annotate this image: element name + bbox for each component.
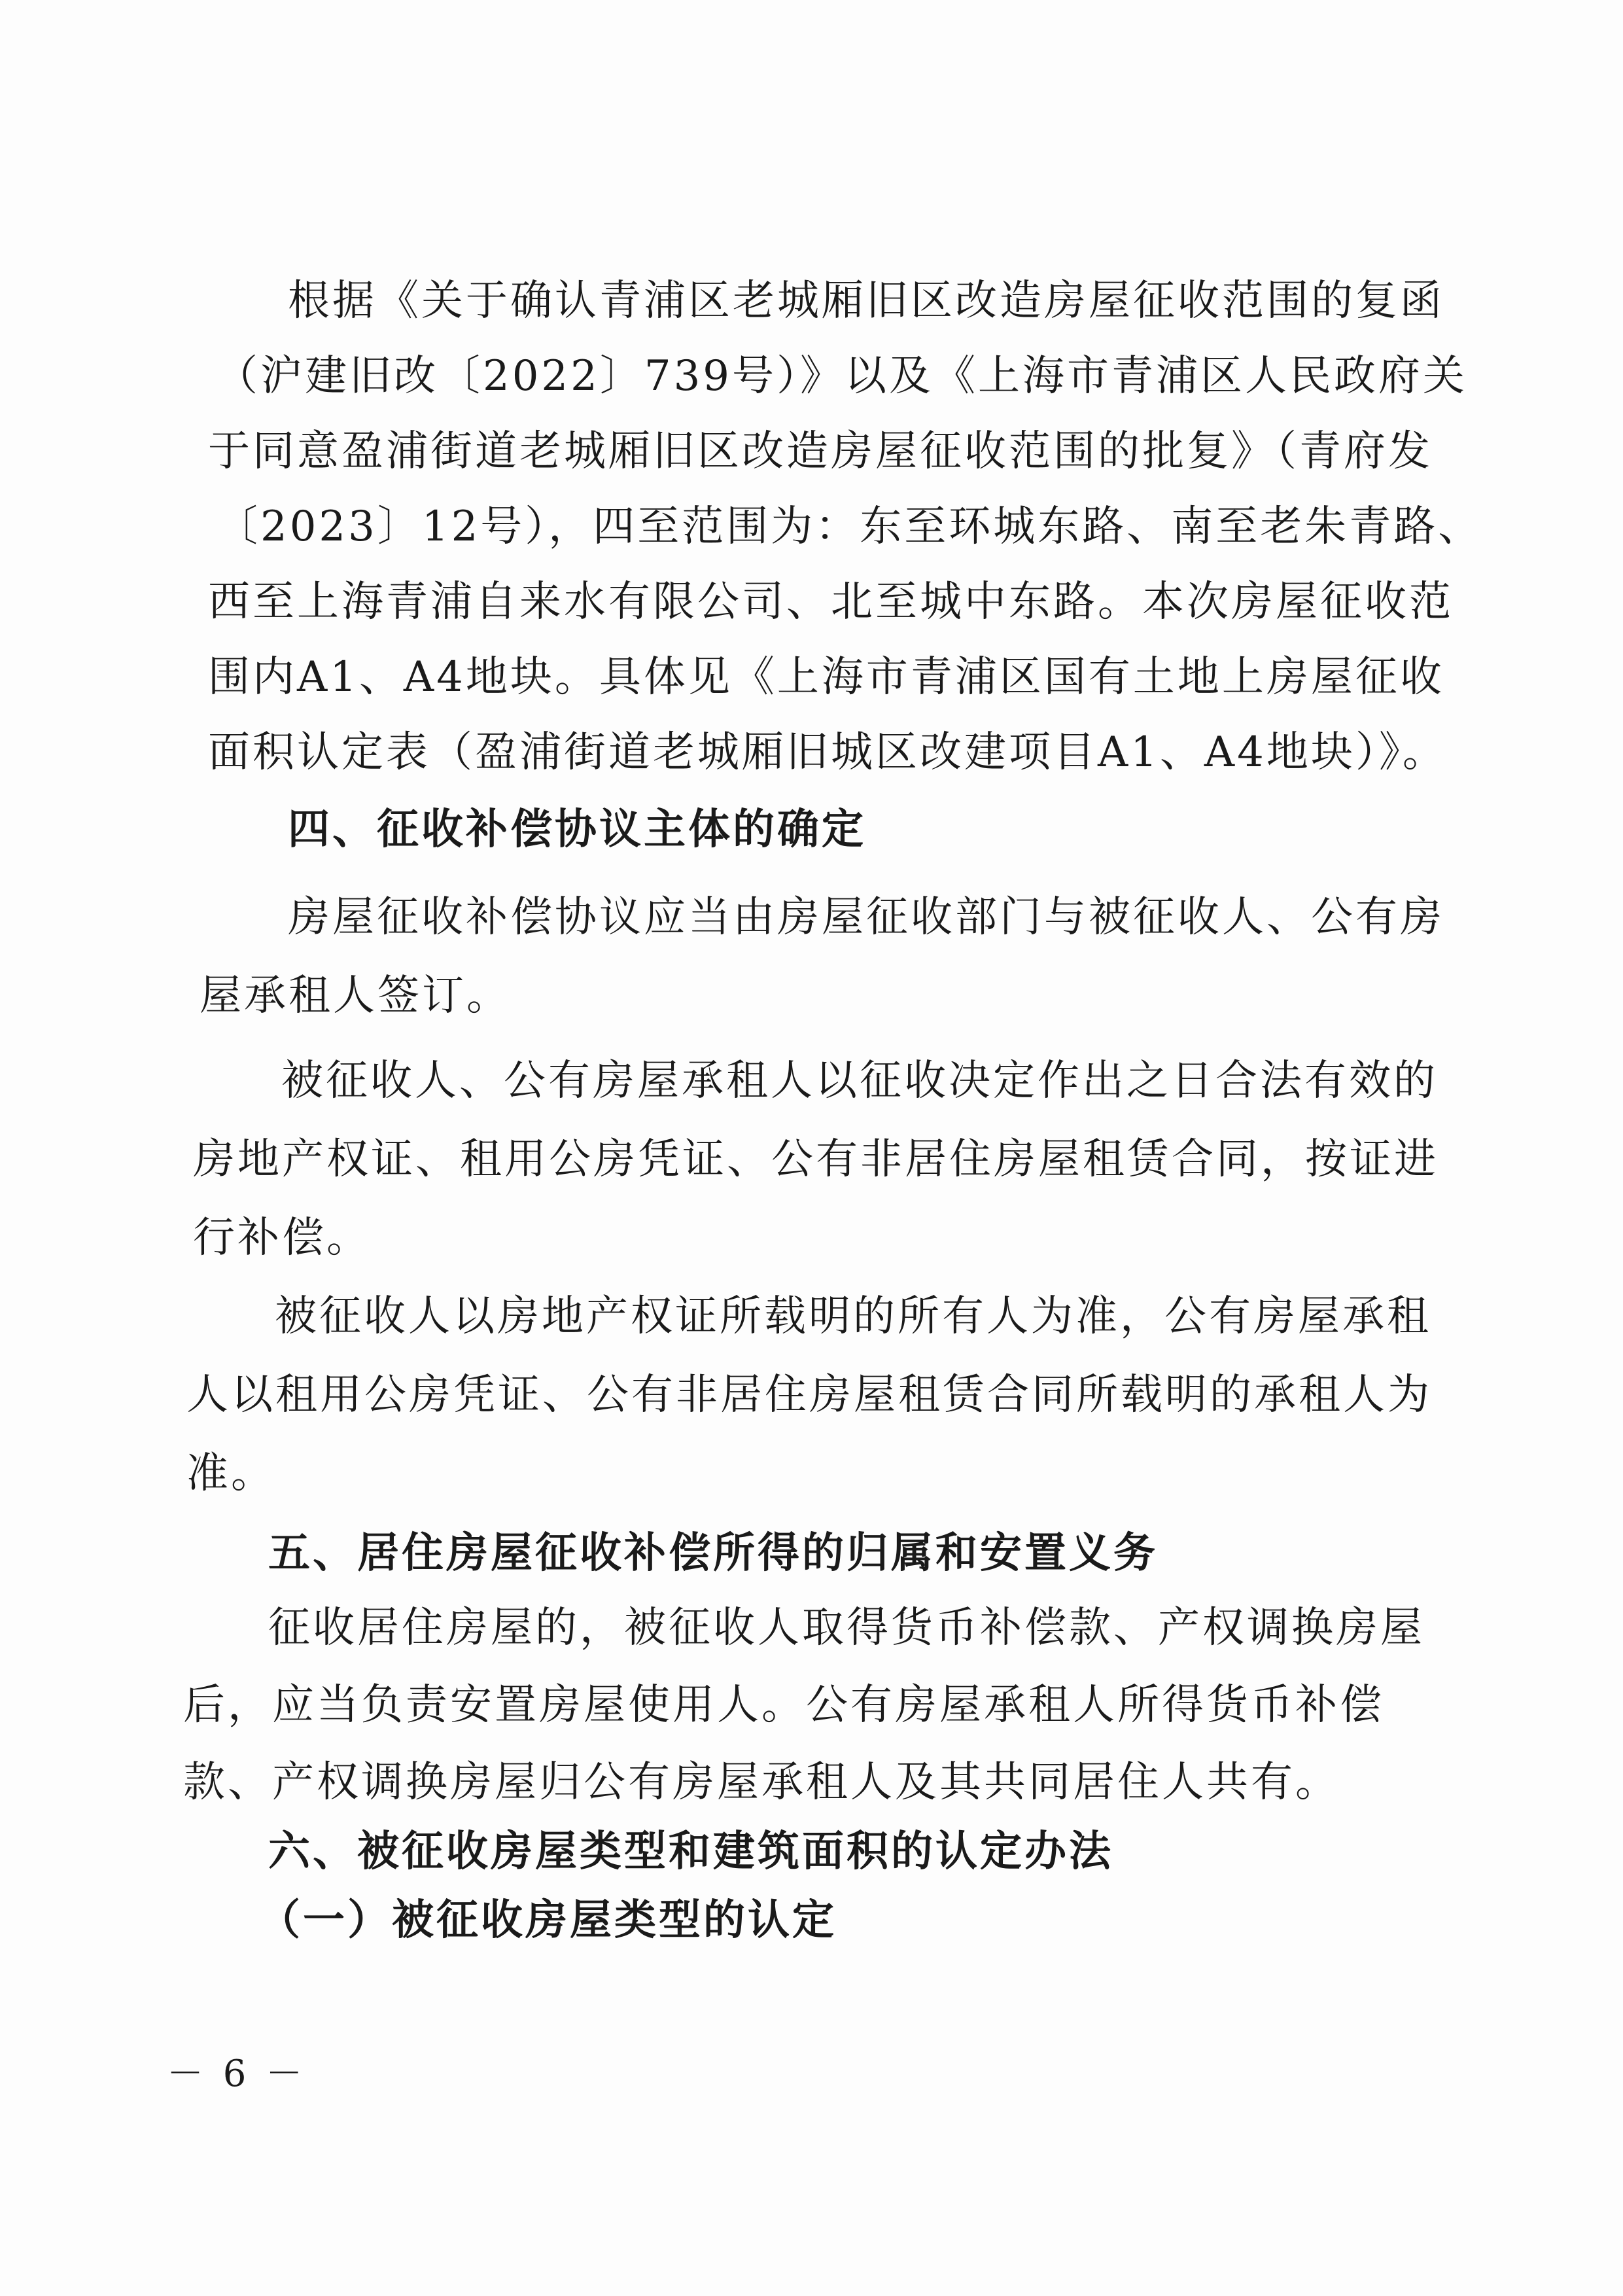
- paragraph-line: 房地产权证、租用公房凭证、公有非居住房屋租赁合同，按证进: [193, 1135, 1439, 1184]
- paragraph-line: 款、产权调换房屋归公有房屋承租人及其共同居住人共有。: [183, 1758, 1340, 1807]
- paragraph-line: 面积认定表（盈浦街道老城厢旧城区改建项目A1、A4地块）》。: [208, 728, 1447, 777]
- paragraph-line: 屋承租人签订。: [200, 972, 511, 1020]
- paragraph-line: 围内A1、A4地块。具体见《上海市青浦区国有土地上房屋征收: [208, 653, 1444, 701]
- paragraph-line: 被征收人、公有房屋承租人以征收决定作出之日合法有效的: [281, 1057, 1438, 1105]
- subsection-heading-1: （一）被征收房屋类型的认定: [258, 1896, 837, 1945]
- paragraph-line: 准。: [186, 1449, 275, 1498]
- paragraph-line: 〔2023〕12号），四至范围为：东至环城东路、南至老朱青路、: [216, 503, 1483, 551]
- section-heading-6: 六、被征收房屋类型和建筑面积的认定办法: [268, 1828, 1113, 1876]
- paragraph-line: 西至上海青浦自来水有限公司、北至城中东路。本次房屋征收范: [208, 578, 1454, 626]
- paragraph-line: 征收居住房屋的，被征收人取得货币补偿款、产权调换房屋: [268, 1604, 1425, 1652]
- section-heading-5: 五、居住房屋征收补偿所得的归属和安置义务: [268, 1529, 1158, 1578]
- paragraph-line: 人以租用公房凭证、公有非居住房屋租赁合同所载明的承租人为: [186, 1371, 1432, 1419]
- paragraph-line: 被征收人以房地产权证所载明的所有人为准，公有房屋承租: [275, 1292, 1431, 1341]
- paragraph-line: 根据《关于确认青浦区老城厢旧区改造房屋征收范围的复函: [288, 277, 1444, 325]
- paragraph-line: 房屋征收补偿协议应当由房屋征收部门与被征收人、公有房: [288, 893, 1444, 942]
- paragraph-line: 于同意盈浦街道老城厢旧区改造房屋征收范围的批复》（青府发: [208, 427, 1433, 476]
- paragraph-line: （沪建旧改〔2022〕739号）》以及《上海市青浦区人民政府关: [216, 352, 1468, 400]
- page-number: － 6 －: [167, 2053, 307, 2095]
- paragraph-line: 后，应当负责安置房屋使用人。公有房屋承租人所得货币补偿: [183, 1681, 1384, 1729]
- section-heading-4: 四、征收补偿协议主体的确定: [288, 805, 866, 854]
- paragraph-line: 行补偿。: [193, 1214, 371, 1262]
